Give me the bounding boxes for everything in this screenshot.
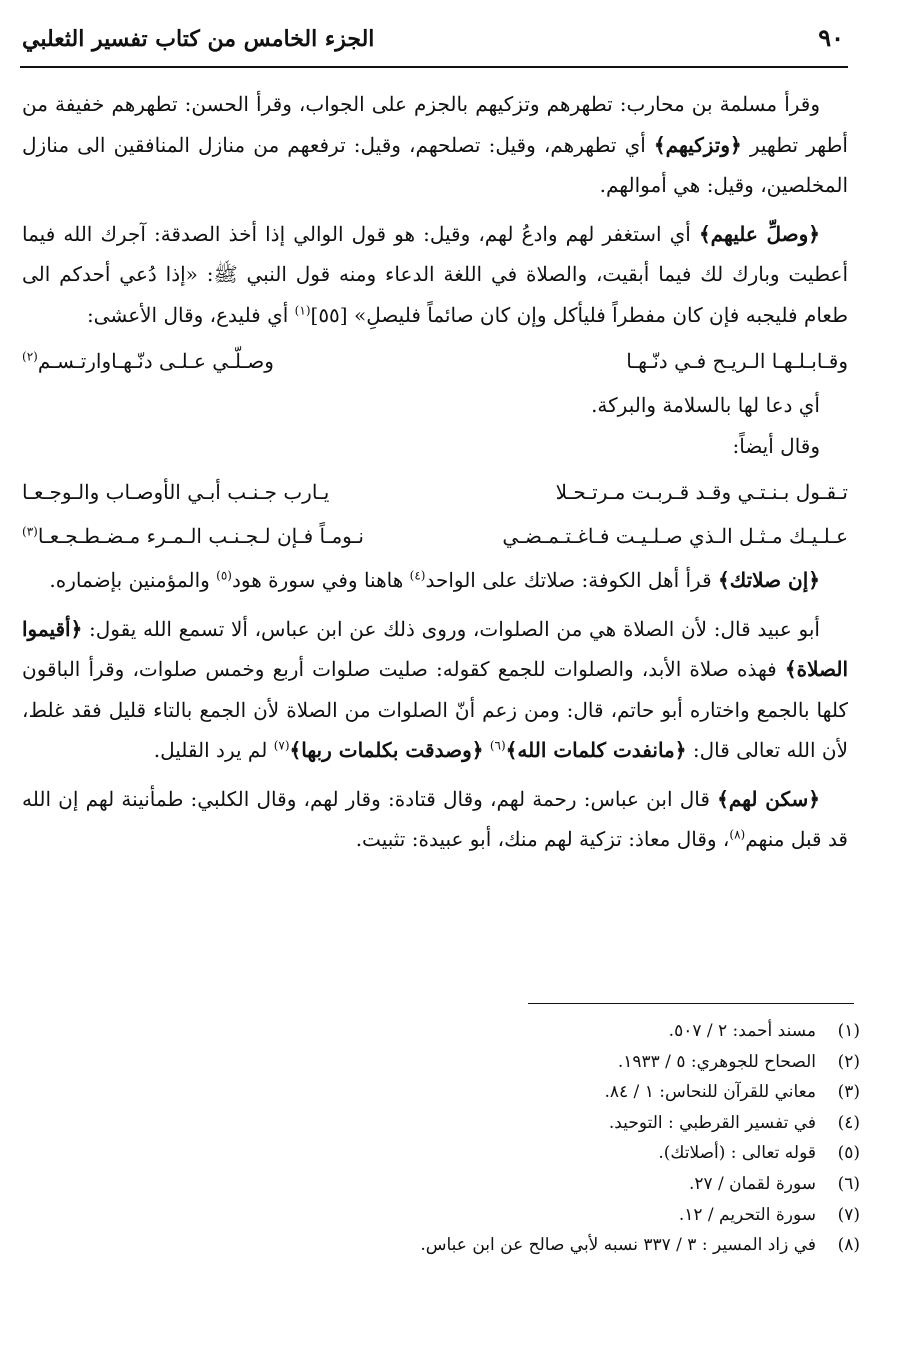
hemistich-text: نـومـاً فـإن لـجـنـب الـمـرء مـضـطـجـعـا bbox=[37, 524, 364, 548]
text: هاهنا وفي سورة هود bbox=[231, 568, 410, 592]
footnote-number: (١) bbox=[837, 1021, 860, 1041]
footnote-number: (٦) bbox=[837, 1173, 860, 1194]
hemistich-first: وقـابـلـهـا الـريـح فـي دنّـهـا bbox=[626, 349, 848, 373]
footnote-ref: (٣) bbox=[22, 524, 38, 539]
footnote-number: (٥) bbox=[837, 1143, 860, 1164]
hemistich-first: عـلـيـك مـثـل الـذي صـلـيـت فـاغـتـمـضـي bbox=[502, 524, 848, 548]
text: فهذه صلاة الأبد، والصلوات للجمع كقوله: صليت صلوات أربع وخمس صلوات، وقرأ الباقون كلها بالجمع واختاره أبو حاتم، قال: ومن زعم أنّ الصلوات من الصلاة لأن الجمع بالتاء قليل فقد غلط، لأن الله تعالى قال: bbox=[22, 657, 848, 762]
footnote-text: في زاد المسير : ٣ / ٣٣٧ نسبه لأبي صالح عن ابن عباس. bbox=[420, 1235, 816, 1256]
paragraph-4: وقال أيضاً: bbox=[732, 433, 820, 458]
footnote-text: مسند أحمد: ٢ / ٥٠٧. bbox=[668, 1021, 816, 1041]
text: والمؤمنين بإضماره. bbox=[49, 568, 217, 592]
footnote-ref: (٨) bbox=[729, 827, 746, 842]
text: أي استغفر لهم وادعُ لهم، وقيل: هو قول الوالي إذا أخذ الصدقة: آجرك الله فيما أعطيت وبارك لك فيما أبقيت، والصلاة في اللغة الدعاء ومنه قول النبي ﷺ: «إذا دُعي أحدكم الى طعام فليجبه فإن كان مفطراً فليأكل وإن كان صائماً فليصلِ» [٥٥] bbox=[22, 221, 848, 327]
footnote-text: الصحاح للجوهري: ٥ / ١٩٣٣. bbox=[617, 1051, 816, 1072]
poem-2 bbox=[22, 472, 848, 560]
text: ، وقال معاذ: تزكية لهم منك، أبو عبيدة: تثبيت. bbox=[355, 827, 730, 851]
footnotes-list bbox=[60, 1016, 860, 1261]
quran-quote: ﴿وصدقت بكلمات ربها﴾ bbox=[289, 738, 484, 762]
paragraph-3: أي دعا لها بالسلامة والبركة. bbox=[591, 393, 820, 417]
footnote bbox=[60, 1016, 860, 1047]
footnote-number: (٨) bbox=[837, 1235, 860, 1256]
page-number: ٩٠ bbox=[818, 23, 844, 52]
hemistich-second: يـارب جـنـب أبـي الأوصـاب والـوجـعـا bbox=[22, 480, 330, 504]
footnote-number: (٢) bbox=[837, 1051, 860, 1072]
text: أي فليدع، وقال الأعشى: bbox=[86, 302, 295, 327]
footnote-ref: (٢) bbox=[22, 349, 38, 364]
paragraph-7 bbox=[22, 779, 848, 860]
footnote bbox=[60, 1108, 860, 1139]
footnote-text: سورة لقمان / ٢٧. bbox=[688, 1173, 816, 1194]
verse-line bbox=[22, 341, 848, 385]
footnote-number: (٧) bbox=[837, 1204, 860, 1225]
text: أبو عبيد قال: لأن الصلاة هي من الصلوات، وروى ذلك عن ابن عباس، ألا تسمع الله يقول: bbox=[82, 616, 820, 641]
footnote-text: في تفسير القرطبي : التوحيد. bbox=[608, 1112, 816, 1133]
hemistich-second bbox=[22, 516, 364, 557]
footnote bbox=[60, 1169, 860, 1200]
footnote-text: قوله تعالى : (أصلاتك). bbox=[658, 1143, 816, 1164]
header-rule bbox=[20, 66, 848, 68]
quran-quote: ﴿إن صلاتك﴾ bbox=[718, 568, 820, 592]
footnote-ref: (٤) bbox=[409, 568, 426, 583]
quran-quote: ﴿أقيموا الصلاة﴾ bbox=[22, 616, 848, 681]
paragraph-1 bbox=[22, 84, 848, 206]
quran-quote: ﴿وصلِّ عليهم﴾ bbox=[698, 221, 820, 246]
paragraph-2 bbox=[22, 214, 848, 336]
footnote bbox=[60, 1200, 860, 1231]
footnote-ref: (٥) bbox=[216, 568, 232, 583]
text: أي تطهرهم، وقيل: تصلحهم، وقيل: ترفعهم من منازل المنافقين الى منازل المخلصين، وقيل: هي أموالهم. bbox=[22, 132, 848, 197]
footnote-number: (٤) bbox=[837, 1112, 860, 1133]
footnote-ref: (١) bbox=[294, 302, 311, 317]
running-title: الجزء الخامس من كتاب تفسير الثعلبي bbox=[22, 26, 375, 52]
footnote-number: (٣) bbox=[837, 1082, 860, 1103]
footnote-rule bbox=[528, 1003, 854, 1004]
quran-quote: ﴿وتزكيهم﴾ bbox=[653, 132, 742, 157]
footnote-ref: (٦) bbox=[489, 738, 506, 753]
hemistich-first: تـقـول بـنـتـي وقـد قـربـت مـرتـحـلا bbox=[555, 480, 848, 504]
footnote bbox=[60, 1138, 860, 1169]
hemistich-text: وصـلّـي عـلـى دنّـهـاوارتـسـم bbox=[37, 349, 274, 373]
text: لم يرد القليل. bbox=[153, 738, 274, 762]
main-text bbox=[22, 84, 848, 860]
footnote-ref: (٧) bbox=[273, 738, 290, 753]
quran-quote: ﴿مانفدت كلمات الله﴾ bbox=[505, 738, 687, 762]
verse-line bbox=[22, 472, 848, 516]
footnote bbox=[60, 1047, 860, 1078]
footnote bbox=[60, 1230, 860, 1261]
paragraph-5 bbox=[22, 560, 848, 601]
footnote bbox=[60, 1077, 860, 1108]
verse-line bbox=[22, 516, 848, 560]
paragraph-6 bbox=[22, 609, 848, 771]
text: وقرأ مسلمة بن محارب: تطهرهم وتزكيهم بالجزم على الجواب، وقرأ الحسن: تطهرهم خفيفة من أطهر تطهير bbox=[22, 92, 848, 157]
poem-1 bbox=[22, 341, 848, 385]
footnote-text: معاني للقرآن للنحاس: ١ / ٨٤. bbox=[604, 1082, 816, 1103]
text: قال ابن عباس: رحمة لهم، وقال قتادة: وقار لهم، وقال الكلبي: طمأنينة لهم إن الله قد قبل منهم bbox=[22, 786, 848, 851]
hemistich-second bbox=[22, 341, 274, 382]
quran-quote: ﴿سكن لهم﴾ bbox=[717, 786, 820, 811]
footnote-text: سورة التحريم / ١٢. bbox=[678, 1204, 816, 1225]
text: قرأ أهل الكوفة: صلاتك على الواحد bbox=[425, 568, 719, 592]
